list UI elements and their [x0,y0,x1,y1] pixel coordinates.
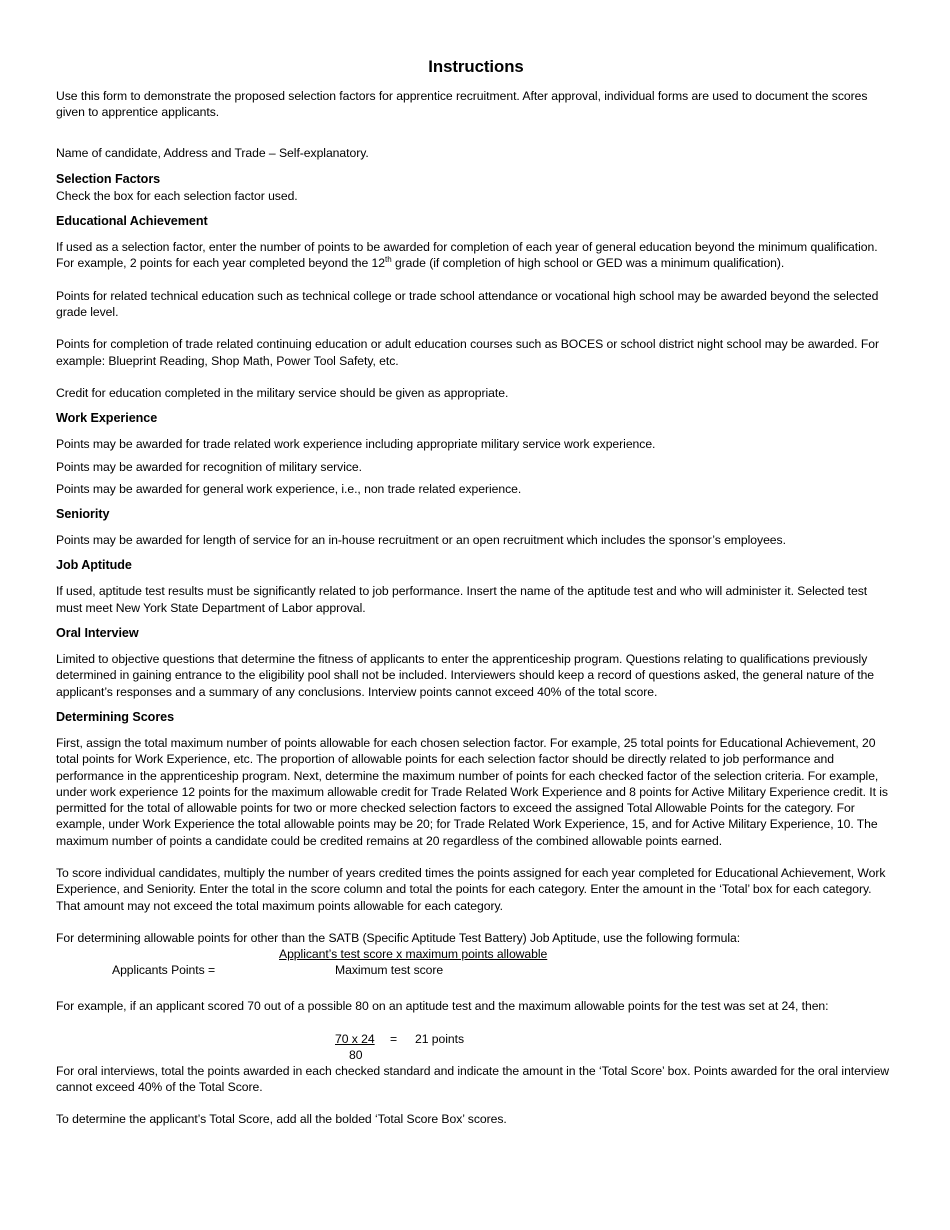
scores-formula-intro: For determining allowable points for other than the SATB (Specific Aptitude Test Battery) Job Aptitude, use the following formula: [56,930,741,945]
education-paragraph-1-sup: th [385,255,392,265]
scores-paragraph-1: First, assign the total maximum number of points allowable for each chosen selection factor. For example, 25 total points for Educational Achievement, 20 total points for Work Experience, etc. The proportion of allowable points for each selection factor should be directly related to job performance and performance in the apprenticeship program. Next, determine the maximum number of points for each checked factor of the selection criteria. For example, under work experience 12 points for the maximum allowable credit for Trade Related Work Experience and 8 points for Active Military Experience credit. It is permitted for the total of allowable points for two or more checked selection factors to exceed the assigned Total Allowable Points for the category. For example, under Work Experience the total allowable points may be 20; for Trade Related Work Experience, 15, and for Active Military Experience, 10. The maximum number of points a candidate could be credited remains at 20 regardless of the combined allowable points earned. [56,735,888,848]
education-paragraph-3: Points for completion of trade related continuing education or adult education courses such as BOCES or school district night school may be awarded. For example: Blueprint Reading, Shop Math, Power Tool Safety, etc. [56,337,879,368]
scores-paragraph-total: To determine the applicant’s Total Score, add all the bolded ‘Total Score Box’ scores. [56,1112,507,1127]
work-paragraph-2: Points may be awarded for recognition of military service. [56,459,362,474]
education-paragraph-2: Points for related technical education such as technical college or trade school attendance or vocational high school may be awarded beyond the selected grade level. [56,288,879,320]
page-title: Instructions [428,57,524,76]
selection-factors-heading: Selection Factors [56,171,161,186]
educational-achievement-heading: Educational Achievement [56,214,208,229]
example-result: 21 points [415,1031,465,1046]
job-aptitude-heading: Job Aptitude [56,558,132,573]
example-calculation [56,1031,896,1067]
education-paragraph-1 [56,239,896,272]
seniority-paragraph: Points may be awarded for length of service for an in-house recruitment or an open recruitment which includes the sponsor’s employees. [56,533,786,548]
scores-example-intro: For example, if an applicant scored 70 out of a possible 80 on an aptitude test and the maximum allowable points for the test was set at 24, then: [56,999,829,1014]
job-aptitude-paragraph: If used, aptitude test results must be significantly related to job performance. Insert the name of the aptitude test and who will administer it. Selected test must meet New York State Department of Labor approval. [56,584,868,615]
oral-interview-heading: Oral Interview [56,626,139,641]
determining-scores-heading: Determining Scores [56,709,175,724]
scores-paragraph-oral: For oral interviews, total the points awarded in each checked standard and indicate the amount in the ‘Total Score’ box. Points awarded for the oral interview cannot exceed 40% of the Total Score. [56,1063,890,1094]
document-content [56,56,896,1127]
selection-factors-text: Check the box for each selection factor used. [56,188,298,203]
name-line: Name of candidate, Address and Trade – Self-explanatory. [56,145,369,160]
education-paragraph-1-a: If used as a selection factor, enter the number of points to be awarded for completion of each year of general education beyond the minimum qualification. For example, 2 points for each year completed beyond the 12 [56,240,878,271]
oral-interview-paragraph: Limited to objective questions that determine the fitness of applicants to enter the apprenticeship program. Questions relating to qualifications previously determined in gaining entrance to the eligibility pool shall not be included. Interviewers should keep a record of questions asked, the general nature of the applicant’s responses and a summary of any conclusions. Interview points cannot exceed 40% of the total score. [56,652,875,699]
example-numerator: 70 x 24 [335,1031,375,1046]
seniority-heading: Seniority [56,507,110,522]
scores-paragraph-2: To score individual candidates, multiply the number of years credited times the points assigned for each year completed for Educational Achievement, Work Experience, and Seniority. Enter the total in the score column and total the points for each category. Enter the amount in the ‘Total’ box for each category. That amount may not exceed the total maximum points allowable for each category. [56,866,886,913]
example-equals: = [390,1031,398,1046]
work-paragraph-1: Points may be awarded for trade related work experience including appropriate military service work experience. [56,437,656,452]
formula-numerator: Applicant’s test score x maximum points allowable [279,947,548,962]
education-paragraph-4: Credit for education completed in the military service should be given as appropriate. [56,385,509,400]
aptitude-formula [56,946,896,978]
example-denominator: 80 [349,1047,363,1062]
education-paragraph-1-b: grade (if completion of high school or GED was a minimum qualification). [391,256,785,271]
work-experience-heading: Work Experience [56,411,158,426]
formula-label: Applicants Points = [112,963,216,978]
work-paragraph-3: Points may be awarded for general work experience, i.e., non trade related experience. [56,481,522,496]
formula-denominator: Maximum test score [335,963,444,978]
intro-paragraph: Use this form to demonstrate the proposed selection factors for apprentice recruitment. After approval, individual forms are used to document the scores given to apprentice applicants. [56,89,868,120]
